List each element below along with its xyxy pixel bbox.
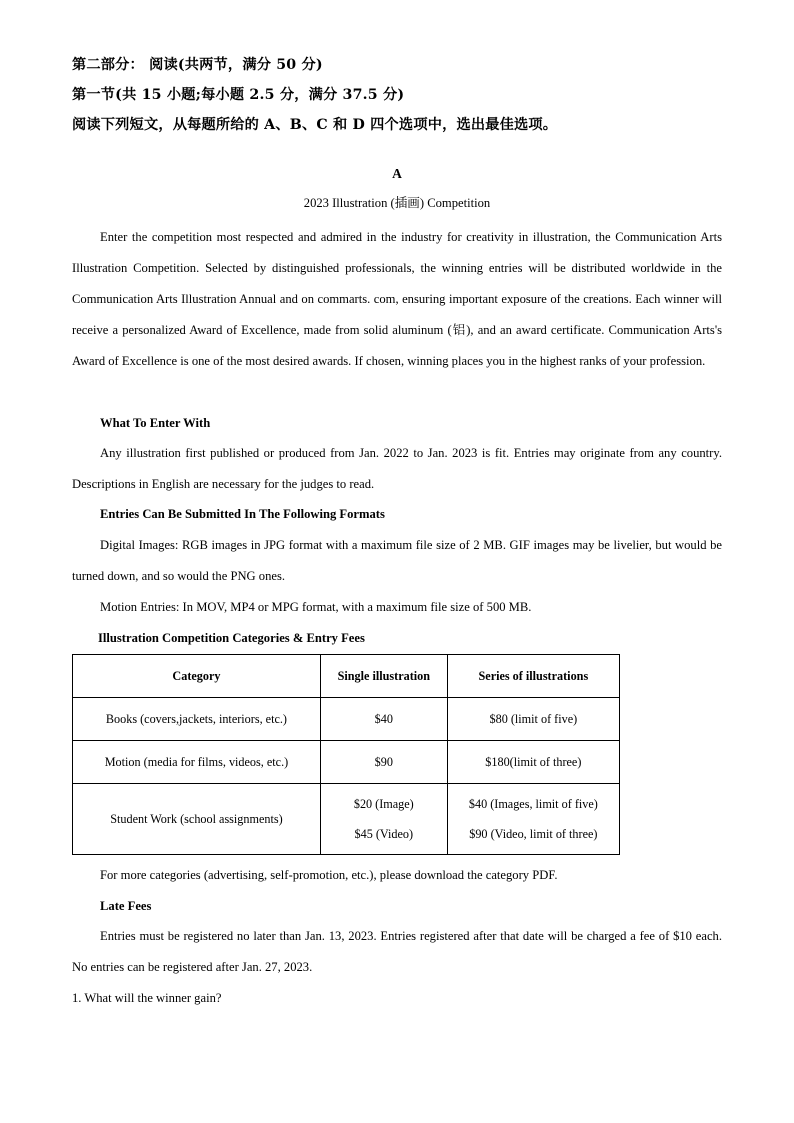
question-1: 1. What will the winner gain?: [72, 991, 222, 1005]
table-header-single-illustration: Single illustration: [320, 655, 447, 698]
cell-series-books: $80 (limit of five): [447, 698, 619, 741]
cell-single-student-video: $45 (Video): [354, 827, 414, 841]
table-header-series-of-illustrations: Series of illustrations: [447, 655, 619, 698]
part-two-heading: 第二部分： 阅读(共两节，满分 50 分): [72, 57, 323, 73]
heading-categories-and-fees: Illustration Competition Categories & Entry Fees: [98, 631, 365, 645]
cell-category-student-work: Student Work (school assignments): [73, 784, 321, 855]
entry-fees-table: [72, 654, 620, 855]
table-header-row: [73, 655, 620, 698]
passage-title: 2023 Illustration (插画) Competition: [303, 196, 491, 210]
cell-category-books: Books (covers,jackets, interiors, etc.): [73, 698, 321, 741]
cell-series-student-video: $90 (Video, limit of three): [469, 827, 598, 841]
passage-letter: A: [392, 166, 402, 181]
cell-single-student-image: $20 (Image): [353, 797, 414, 811]
table-row: [73, 698, 620, 741]
cell-single-student-work: [320, 784, 447, 855]
heading-formats: Entries Can Be Submitted In The Following Formats: [100, 507, 385, 521]
motion-entries-paragraph: Motion Entries: In MOV, MP4 or MPG format, with a maximum file size of 500 MB.: [100, 600, 532, 614]
cell-series-motion: $180(limit of three): [447, 741, 619, 784]
heading-late-fees: Late Fees: [100, 899, 152, 913]
reading-instruction: 阅读下列短文，从每题所给的 A、B、C 和 D 四个选项中，选出最佳选项。: [72, 117, 558, 133]
cell-series-student-work: [447, 784, 619, 855]
late-fees-paragraph: Entries must be registered no later than Jan. 13, 2023. Entries registered after that date will be charged a fee of $10 each. No entries can be registered after Jan. 27, 2023.: [72, 929, 722, 974]
section-one-heading: 第一节(共 15 小题;每小题 2.5 分，满分 37.5 分): [72, 87, 405, 103]
intro-paragraph: Enter the competition most respected and admired in the industry for creativity in illustration, the Communication Arts Illustration Competition. Selected by distinguished professionals, the winning entries will be distributed worldwide in the Communication Arts Illustration Annual and on commarts. com, ensuring important exposure of the creations. Each winner will receive a personalized Award of Excellence, made from solid aluminum (铝), and an award certificate. Communication Arts's Award of Excellence is one of the most desired awards. If chosen, winning places you in the highest ranks of your profession.: [72, 230, 722, 368]
digital-images-paragraph: Digital Images: RGB images in JPG format with a maximum file size of 2 MB. GIF images may be livelier, but would be turned down, and so would the PNG ones.: [72, 538, 722, 583]
cell-series-student-images: $40 (Images, limit of five): [468, 797, 598, 811]
cell-category-motion: Motion (media for films, videos, etc.): [73, 741, 321, 784]
table-row: [73, 741, 620, 784]
cell-single-books: $40: [320, 698, 447, 741]
table-header-category: Category: [73, 655, 321, 698]
more-categories-note: For more categories (advertising, self-promotion, etc.), please download the category PDF.: [100, 868, 558, 882]
cell-single-motion: $90: [320, 741, 447, 784]
table-row: [73, 784, 620, 855]
heading-what-to-enter-with: What To Enter With: [100, 416, 211, 430]
what-to-enter-paragraph: Any illustration first published or produced from Jan. 2022 to Jan. 2023 is fit. Entries may originate from any country. Descriptions in English are necessary for the judges to read.: [72, 446, 722, 491]
